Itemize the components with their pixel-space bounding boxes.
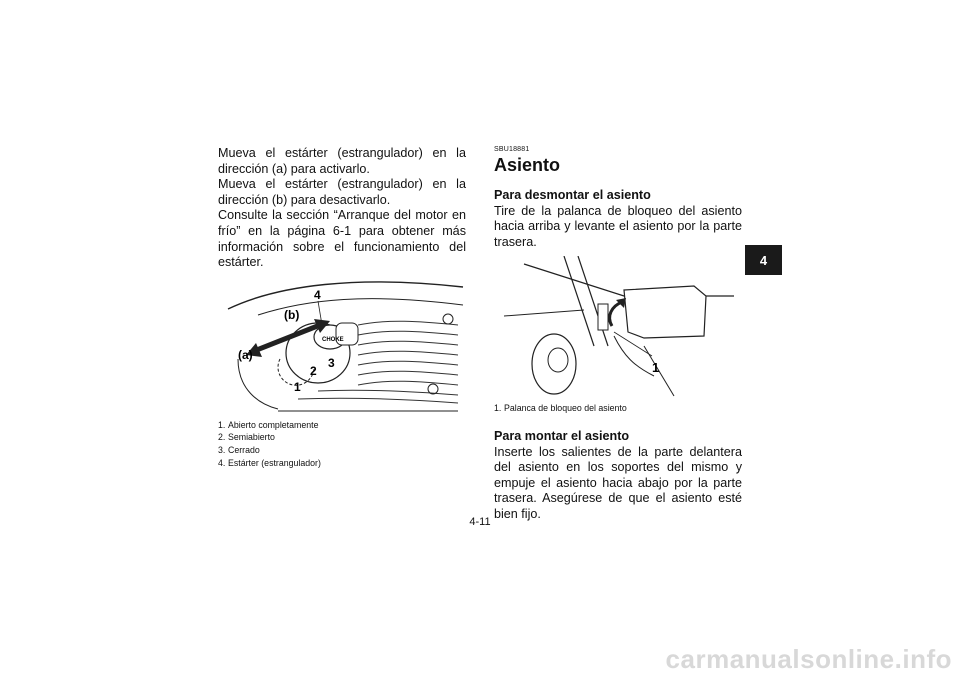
choke-legend [218, 419, 466, 469]
remove-seat-heading: Para desmontar el asiento [494, 188, 651, 202]
legend-item: 1. Palanca de bloqueo del asiento [494, 403, 627, 414]
watermark: carmanualsonline.info [665, 644, 952, 674]
legend-item: 4. Estárter (estrangulador) [218, 457, 321, 468]
section-title: Asiento [494, 155, 561, 175]
left-column [218, 146, 466, 469]
seat-lock-illustration [494, 256, 742, 400]
legend-item: 2. Semiabierto [218, 432, 275, 443]
callout-1: 1 [294, 379, 301, 394]
remove-seat-text: Tire de la palanca de bloqueo del asiento hacia arriba y levante el asiento por la parte trasera. [494, 203, 742, 249]
legend-item: 1. Abierto completamente [218, 419, 319, 430]
callout-a: (a) [238, 347, 253, 362]
section-code: SBU18881 [494, 146, 530, 153]
install-seat-text: Inserte los salientes de la parte delantera del asiento en los soportes del mismo y empuje el asiento hacia abajo por la parte trasera. Asegúrese de que el asiento esté bien fijo. [494, 444, 742, 521]
callout-3: 3 [328, 355, 335, 370]
callout-4: 4 [314, 287, 321, 302]
choke-knob-label: CHOKE [322, 336, 344, 343]
seat-lock-callout-1: 1 [652, 360, 660, 376]
legend-item: 3. Cerrado [218, 444, 260, 455]
right-column [494, 146, 742, 523]
callout-b: (b) [284, 307, 300, 322]
choke-illustration [218, 279, 466, 413]
choke-reference-text: Consulte la sección “Arranque del motor en frío” en la página 6-1 para obtener más información sobre el funcionamiento del estárter. [218, 208, 466, 270]
choke-deactivate-text: Mueva el estárter (estrangulador) en la dirección (b) para desactivarlo. [218, 177, 466, 207]
chapter-tab: 4 [745, 245, 782, 275]
install-seat-heading: Para montar el asiento [494, 428, 630, 443]
page-number: 4-11 [469, 516, 491, 528]
callout-2: 2 [310, 363, 317, 378]
choke-activate-text: Mueva el estárter (estrangulador) en la dirección (a) para activarlo. [218, 146, 466, 176]
seat-legend [494, 402, 742, 415]
